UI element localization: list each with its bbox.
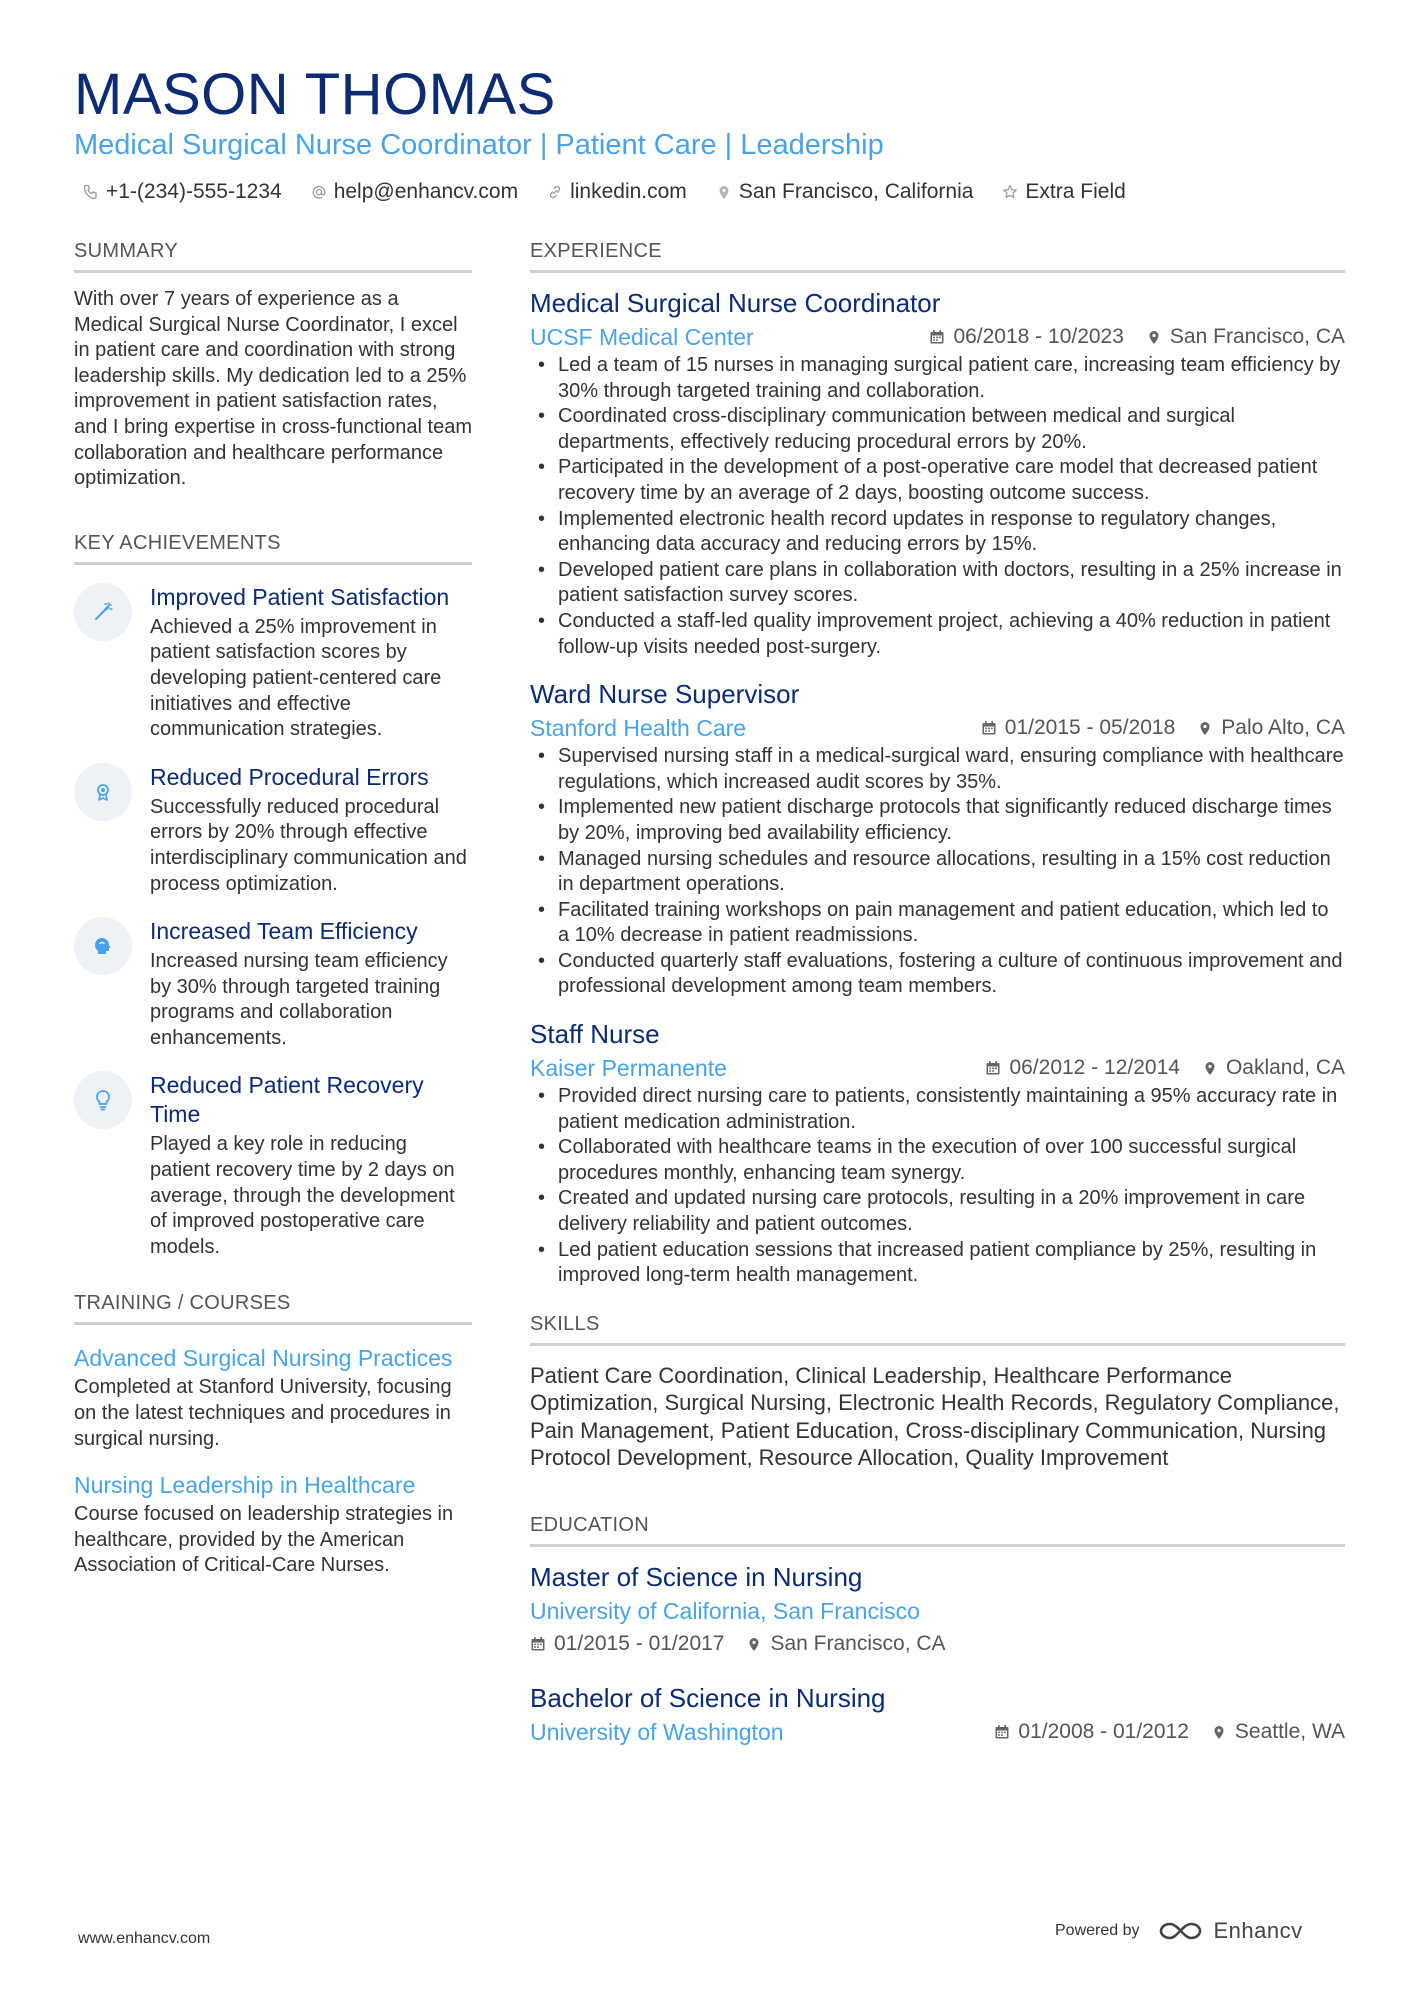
calendar-icon	[985, 1060, 1001, 1076]
skills-text: Patient Care Coordination, Clinical Leadership, Healthcare Performance Optimization, Surgical Nursing, Electronic Health Records, Regulatory Compliance, Pain Management, Patient Education, Cross-disciplinary Communication, Nursing Protocol Development, Resource Allocation, Quality Improvement	[530, 1362, 1340, 1471]
job-dates-text: 06/2012 - 12/2014	[1009, 1056, 1180, 1080]
skills-section	[530, 1311, 1345, 1472]
job-dates-text: 01/2015 - 05/2018	[1004, 716, 1176, 740]
summary-heading: SUMMARY	[74, 238, 472, 273]
job-dates	[981, 714, 1175, 742]
at-icon	[310, 183, 328, 201]
job-bullets	[530, 353, 1345, 660]
job-entry	[530, 678, 1345, 1000]
award-icon	[74, 763, 132, 821]
contact-phone-text: +1-(234)-555-1234	[106, 180, 282, 203]
job-bullet: • Implemented electronic health record updates in response to regulatory changes, enhancing data accuracy and reducing errors by 15%.	[530, 507, 1345, 558]
location-icon	[1197, 720, 1213, 736]
education-dates	[994, 1718, 1188, 1746]
job-bullet: • Implemented new patient discharge protocols that significantly reduced discharge times by 20%, improving bed availability efficiency.	[530, 795, 1345, 846]
experience-section	[530, 238, 1345, 1289]
lightbulb-icon	[74, 1071, 132, 1129]
job-location	[1197, 714, 1345, 742]
experience-heading: EXPERIENCE	[530, 238, 1345, 273]
job-bullet: • Managed nursing schedules and resource allocations, resulting in a 15% cost reduction in department operations.	[530, 847, 1345, 898]
job-location	[1146, 323, 1345, 351]
job-bullet: • Developed patient care plans in collaboration with doctors, resulting in a 25% increase in patient satisfaction survey scores.	[530, 558, 1345, 609]
job-entry	[530, 287, 1345, 660]
job-meta	[985, 1054, 1345, 1082]
job-subheader	[530, 713, 1345, 743]
candidate-headline: Medical Surgical Nurse Coordinator | Patient Care | Leadership	[74, 129, 884, 161]
course-text: Completed at Stanford University, focusing on the latest techniques and procedures in surgical nursing.	[74, 1376, 452, 1450]
education-dates-text: 01/2015 - 01/2017	[554, 1631, 725, 1655]
location-icon	[715, 183, 733, 201]
location-icon	[746, 1636, 762, 1652]
contact-email-text: help@enhancv.com	[333, 180, 519, 203]
education-school: University of Washington	[530, 1718, 784, 1745]
magic-wand-icon	[74, 583, 132, 641]
education-section	[530, 1512, 1345, 1747]
achievement-text: Played a key role in reducing patient recovery time by 2 days on average, through the development of improved postoperative care models.	[150, 1133, 455, 1258]
job-dates	[929, 323, 1123, 351]
job-location-text: San Francisco, CA	[1169, 325, 1345, 348]
education-degree: Bachelor of Science in Nursing	[530, 1682, 886, 1713]
achievement-title: Improved Patient Satisfaction	[150, 583, 450, 610]
achievement-item	[74, 763, 472, 897]
education-meta	[530, 1630, 1345, 1658]
job-location	[1202, 1054, 1345, 1082]
contact-extra	[1001, 178, 1125, 206]
job-bullet: • Collaborated with healthcare teams in the execution of over 100 successful surgical procedures monthly, enhancing team synergy.	[530, 1135, 1345, 1186]
course-title: Advanced Surgical Nursing Practices	[74, 1345, 453, 1372]
achievement-body	[150, 917, 472, 1051]
job-title: Ward Nurse Supervisor	[530, 679, 800, 710]
education-school: University of California, San Francisco	[530, 1597, 920, 1624]
job-title: Medical Surgical Nurse Coordinator	[530, 288, 941, 318]
calendar-icon	[929, 329, 945, 345]
left-column	[74, 238, 472, 1597]
brand-name: Enhancv	[1213, 1918, 1303, 1943]
achievements-heading: KEY ACHIEVEMENTS	[74, 530, 472, 565]
brain-head-icon	[74, 917, 132, 975]
achievement-item	[74, 917, 472, 1051]
training-section	[74, 1290, 472, 1579]
job-location-text: Palo Alto, CA	[1221, 716, 1345, 740]
job-bullet: • Coordinated cross-disciplinary communication between medical and surgical departments, effectively reducing procedural errors by 20%.	[530, 404, 1345, 455]
job-title: Staff Nurse	[530, 1019, 660, 1050]
star-icon	[1001, 183, 1019, 201]
job-company: UCSF Medical Center	[530, 324, 754, 350]
achievement-body	[150, 583, 472, 743]
education-heading: EDUCATION	[530, 1512, 1345, 1547]
footer-branding	[1055, 1918, 1303, 1944]
job-entry	[530, 1018, 1345, 1289]
education-entry	[530, 1561, 1345, 1658]
job-bullet: • Participated in the development of a post-operative care model that decreased patient recovery time by an average of 2 days, boosting outcome success.	[530, 455, 1345, 506]
job-bullet: • Supervised nursing staff in a medical-surgical ward, ensuring compliance with healthcare regulations, which increased audit scores by 35%.	[530, 744, 1345, 795]
job-bullet: • Led patient education sessions that increased patient compliance by 25%, resulting in improved long-term health management.	[530, 1238, 1345, 1289]
course-item	[74, 1343, 472, 1452]
education-degree: Master of Science in Nursing	[530, 1561, 863, 1592]
link-icon	[546, 183, 564, 201]
location-icon	[1146, 329, 1162, 345]
contact-linkedin[interactable]	[546, 178, 687, 206]
right-column	[530, 238, 1345, 1763]
job-subheader	[530, 1053, 1345, 1083]
contact-linkedin-text: linkedin.com	[570, 180, 687, 203]
contact-location-text: San Francisco, California	[738, 180, 974, 203]
location-icon	[1211, 1724, 1227, 1740]
training-heading: TRAINING / COURSES	[74, 1290, 472, 1325]
education-location	[1211, 1718, 1345, 1746]
infinity-logo-icon	[1158, 1919, 1204, 1943]
calendar-icon	[981, 720, 997, 736]
course-text: Course focused on leadership strategies in healthcare, provided by the American Association of Critical-Care Nurses.	[74, 1503, 454, 1577]
skills-heading: SKILLS	[530, 1311, 1345, 1346]
job-meta	[929, 323, 1345, 351]
job-dates-text: 06/2018 - 10/2023	[953, 325, 1124, 348]
job-dates	[985, 1054, 1179, 1082]
job-bullet: • Led a team of 15 nurses in managing surgical patient care, increasing team efficiency by 30% through targeted training and collaboration.	[530, 353, 1345, 404]
education-entry	[530, 1682, 1345, 1747]
education-meta	[994, 1718, 1345, 1746]
contact-extra-text: Extra Field	[1025, 180, 1126, 203]
achievement-text: Achieved a 25% improvement in patient satisfaction scores by developing patient-centered care initiatives and effective communication strategies.	[150, 615, 442, 741]
contact-email[interactable]	[310, 178, 518, 206]
job-bullets	[530, 744, 1345, 1000]
job-bullet: • Created and updated nursing care protocols, resulting in a 20% improvement in care delivery reliability and patient outcomes.	[530, 1186, 1345, 1237]
job-bullet: • Provided direct nursing care to patients, consistently maintaining a 95% accuracy rate in patient medication administration.	[530, 1084, 1345, 1135]
calendar-icon	[530, 1636, 546, 1652]
education-dates	[530, 1630, 724, 1658]
achievement-item	[74, 1071, 472, 1260]
achievement-item	[74, 583, 472, 743]
contact-bar	[82, 178, 1126, 206]
course-title: Nursing Leadership in Healthcare	[74, 1472, 416, 1499]
job-bullet: • Conducted quarterly staff evaluations, fostering a culture of continuous improvement and professional development among team members.	[530, 949, 1345, 1000]
location-icon	[1202, 1060, 1218, 1076]
education-location-text: Seattle, WA	[1234, 1719, 1345, 1743]
education-location-text: San Francisco, CA	[770, 1631, 946, 1655]
achievement-title: Reduced Patient Recovery Time	[150, 1072, 424, 1128]
job-bullet: • Facilitated training workshops on pain management and patient education, which led to a 10% decrease in patient readmissions.	[530, 898, 1345, 949]
achievement-text: Successfully reduced procedural errors by 20% through effective interdisciplinary communication and process optimization.	[150, 795, 467, 895]
education-location	[746, 1630, 945, 1658]
footer-website[interactable]: www.enhancv.com	[78, 1930, 211, 1947]
achievement-title: Reduced Procedural Errors	[150, 763, 429, 790]
education-dates-text: 01/2008 - 01/2012	[1018, 1719, 1189, 1743]
contact-phone[interactable]	[82, 178, 282, 206]
achievement-body	[150, 1071, 472, 1260]
job-meta	[981, 714, 1345, 742]
summary-text: With over 7 years of experience as a Medical Surgical Nurse Coordinator, I excel in patient care and coordination with strong leadership skills. My dedication led to a 25% improvement in patient satisfaction rates, and I bring expertise in cross-functional team collaboration and healthcare performance optimization.	[74, 288, 472, 490]
enhancv-logo[interactable]	[1158, 1918, 1303, 1944]
contact-location	[715, 178, 974, 206]
job-subheader	[530, 322, 1345, 352]
phone-icon	[82, 183, 100, 201]
job-company: Kaiser Permanente	[530, 1055, 727, 1082]
powered-by-label: Powered by	[1055, 1922, 1140, 1939]
job-location-text: Oakland, CA	[1225, 1056, 1345, 1080]
job-bullet: • Conducted a staff-led quality improvement project, achieving a 40% reduction in patient follow-up visits needed post-surgery.	[530, 609, 1345, 660]
candidate-name: MASON THOMAS	[74, 62, 556, 127]
calendar-icon	[994, 1724, 1010, 1740]
achievement-text: Increased nursing team efficiency by 30% through targeted training programs and collaboration enhancements.	[150, 950, 448, 1049]
summary-section	[74, 238, 472, 492]
achievement-title: Increased Team Efficiency	[150, 918, 418, 945]
achievements-section	[74, 530, 472, 1261]
education-subheader	[530, 1717, 1345, 1747]
achievement-body	[150, 763, 472, 897]
job-company: Stanford Health Care	[530, 715, 747, 742]
course-item	[74, 1470, 472, 1579]
job-bullets	[530, 1084, 1345, 1289]
